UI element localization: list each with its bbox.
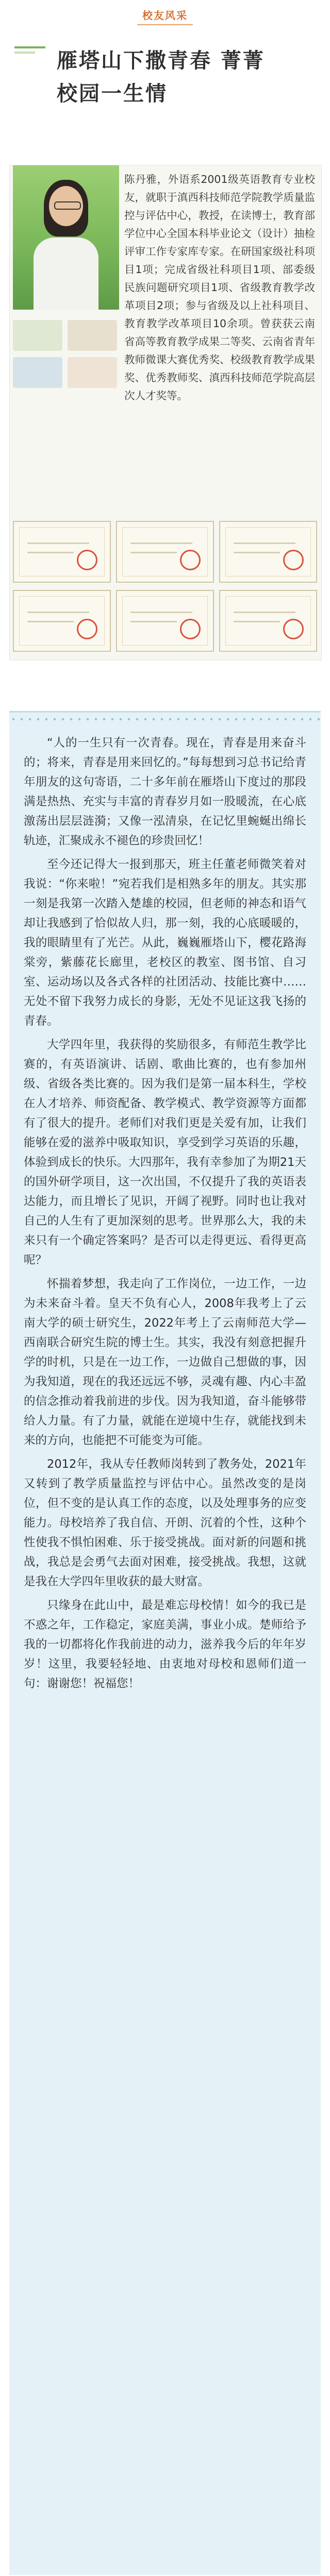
- profile-section: [9, 165, 322, 660]
- certificate-image: [219, 521, 317, 583]
- article-title-line2: 校园一生情: [57, 82, 168, 106]
- certificate-image: [13, 521, 111, 583]
- article-paragraph: “人的一生只有一次青春。现在，青春是用来奋斗的；将来，青春是用来回忆的。”每每想到习总书记给青年朋友的这句寄语，二十多年前在雁塔山下度过的那段满是热热、充实与丰富的青春岁月如一股暖流，在心底激荡出层层涟漪；又像一泓清泉，在记忆里蜿蜒出绵长轨迹，汇聚成永不褪色的珍贵回忆！: [24, 736, 306, 848]
- dotted-divider: [9, 717, 321, 722]
- article-paragraph: 怀揣着梦想，我走向了工作岗位，一边工作，一边为未来奋斗着。皇天不负有心人，2008年我考上了云南大学的硕士研究生，2022年考上了云南师范大学—西南联合研究生院的博士生。其实，我没有刻意把握升学的时机，只是在一边工作，一边做自己想做的事，因为我知道，现在的我还远远不够，灵魂有趣、内心丰盈的信念推动着我前进的步伐。因为我知道，奋斗能够带给人力量。有了力量，就能在逆境中生存，就能找到未来的方向，也能把不可能变为可能。: [24, 1277, 306, 1447]
- profile-text: 陈丹雅，外语系2001级英语教育专业校友，就职于滇西科技师范学院教学质量监控与评估中心，教授，在读博士，教育部学位中心全国本科毕业论文（设计）抽检评审工作专家库专家。在研国家级社科项目1项；完成省级社科项目1项、部委级民族问题研究项目1项、省级教育教学改革项目2项；参与省级及以上社科项目、教育教学改革项目10余项。曾获获云南省高等教育教学成果二等奖、云南省青年教师微课大赛优秀奖、校级教育教学成果奖、优秀教师奖、滇西科技师范学院高层次人才奖等。: [124, 173, 315, 402]
- article-paragraph: 大学四年里，我获得的奖励很多，有师范生教学比赛的，有英语演讲、话剧、歌曲比赛的，也有参加州级、省级各类比赛的。因为我们是第一届本科生，学校在人才培养、师资配备、教学模式、教学资源等方面都有了很大的提升。老师们对我们更是关爱有加，让我们能够在爱的滋养中吸取知识，享受到学习英语的乐趣，体验到成长的快乐。大四那年，我有幸参加了为期21天的国外研学项目，这一次出国，不仅提升了我的英语表达能力，而且增长了见识，开阔了视野。同时也让我对自己的人生有了更加深刻的思考。世界那么大，我的未来只有一个确定答案吗？是否可以走得更远、看得更高呢？: [24, 1038, 306, 1267]
- article-paragraph: 2012年，我从专任教师岗转到了教务处，2021年又转到了教学质量监控与评估中心。虽然改变的是岗位，但不变的是认真工作的态度，以及处理事务的应变能力。母校培养了我自信、开朗、沉着的个性，这种个性使我不惧怕困难、乐于接受挑战。面对新的问题和挑战，我总是会勇气去面对困难，接受挑战。我想，这就是我在大学四年里收获的最大财富。: [24, 1458, 306, 1588]
- portrait-photo: [13, 165, 119, 310]
- certificate-image: [116, 590, 214, 652]
- section-tag: 校友风采: [137, 7, 193, 25]
- article-body: [9, 711, 321, 2575]
- article-paragraph: 只缘身在此山中，最是难忘母校情！如今的我已是不惑之年，工作稳定，家庭美满，事业小成。楚师给予我的一切都将化作我前进的动力，滋养我今后的年年岁岁！这里，我要轻轻地、由衷地对母校和恩师们道一句：谢谢您！祝福您！: [24, 1599, 306, 1690]
- profile-decor: [13, 320, 119, 397]
- title-accent-bar: [14, 46, 45, 48]
- certificate-image: [13, 590, 111, 652]
- certificate-image: [116, 521, 214, 583]
- header: [0, 0, 330, 149]
- article-paragraph: 至今还记得大一报到那天，班主任董老师微笑着对我说：“你来啦！”宛若我们是相熟多年的朋友。其实那一刻是我第一次踏入楚雄的校园，但老师的神态和语气却让我感到了恰似故人归，那一刻，我的心底暖暖的，我的眼睛里有了光芒。从此，巍巍雁塔山下，樱花路海棠旁，紫藤花长廊里，老校区的教室、图书馆、自习室、运动场以及各式各样的社团活动、技能比赛中……无处不留下我努力成长的身影，无处不见证这我飞扬的青春。: [24, 858, 306, 1028]
- title-accent-bar-light: [14, 52, 35, 54]
- article-title-line1: 雁塔山下撒青春 菁菁: [57, 49, 265, 73]
- certificates: [13, 521, 317, 655]
- certificate-image: [219, 590, 317, 652]
